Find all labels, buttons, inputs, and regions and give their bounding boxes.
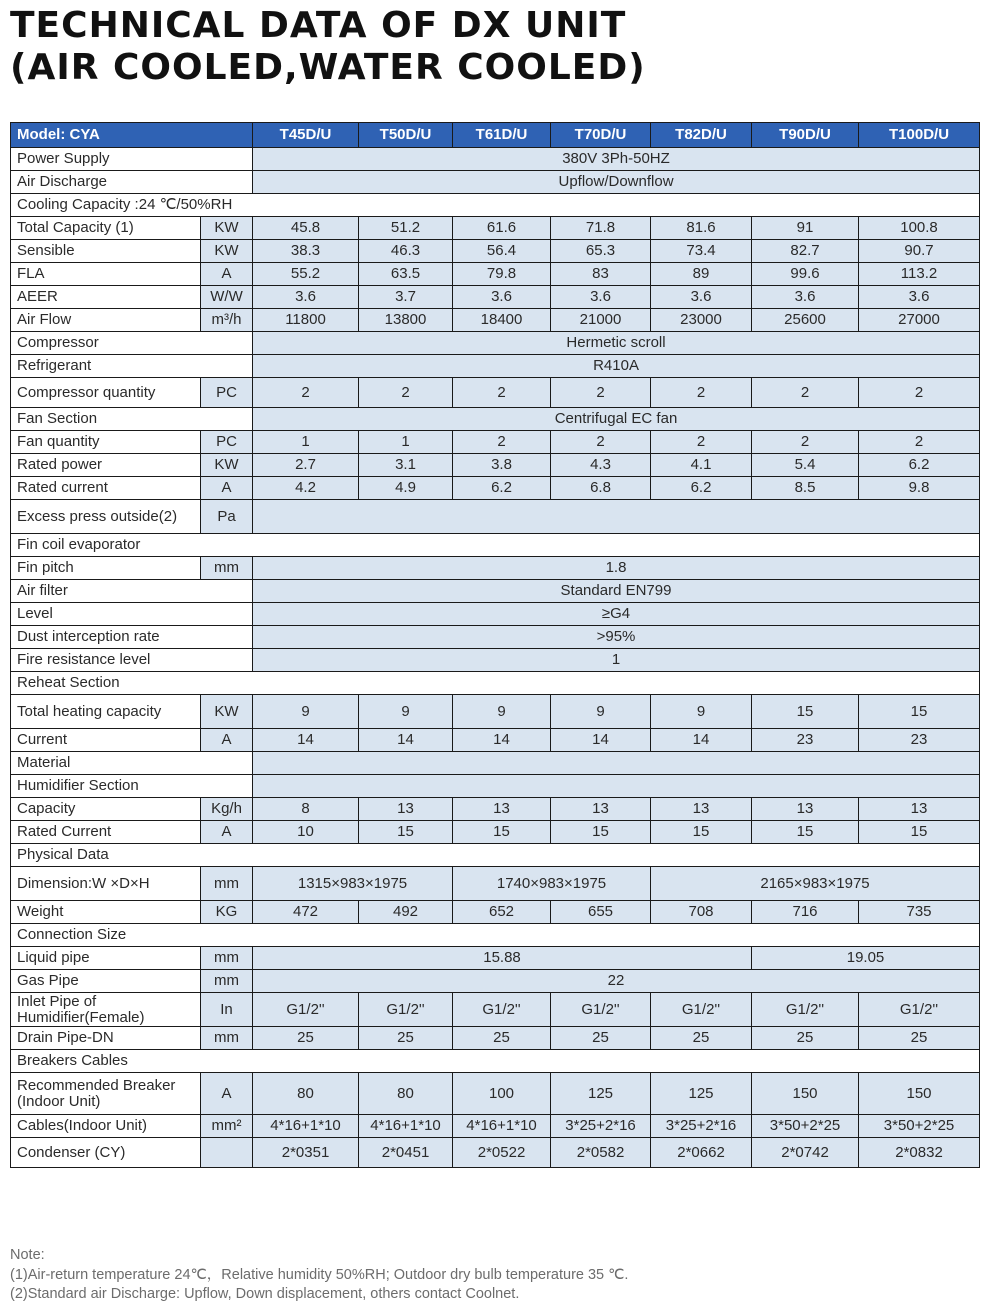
value-cell: 80 — [253, 1073, 359, 1115]
value-cell — [253, 775, 980, 798]
value-cell: 3.6 — [453, 286, 551, 309]
row-label: Total Capacity (1) — [11, 217, 201, 240]
value-cell: G1/2'' — [551, 993, 651, 1027]
value-cell: 4*16+1*10 — [359, 1115, 453, 1138]
value-cell: 15 — [453, 821, 551, 844]
row-label: Capacity — [11, 798, 201, 821]
section-label: Cooling Capacity :24 ℃/50%RH — [11, 194, 980, 217]
unit-cell: KW — [201, 454, 253, 477]
value-cell: 25600 — [752, 309, 859, 332]
value-cell: 9 — [253, 695, 359, 729]
value-cell: 25 — [359, 1027, 453, 1050]
section-label: Connection Size — [11, 924, 980, 947]
unit-cell — [201, 1138, 253, 1168]
value-cell: 4.1 — [651, 454, 752, 477]
value-cell: 13 — [551, 798, 651, 821]
row-label: Compressor quantity — [11, 378, 201, 408]
value-cell: Upflow/Downflow — [253, 171, 980, 194]
value-cell: 71.8 — [551, 217, 651, 240]
row-label: Gas Pipe — [11, 970, 201, 993]
section-label: Reheat Section — [11, 672, 980, 695]
row-label: Recommended Breaker (Indoor Unit) — [11, 1073, 201, 1115]
value-cell: 2 — [453, 431, 551, 454]
value-cell: 2*0522 — [453, 1138, 551, 1168]
value-cell: 2 — [752, 431, 859, 454]
value-cell: ≥G4 — [253, 603, 980, 626]
value-cell: 6.8 — [551, 477, 651, 500]
table-row — [11, 970, 980, 993]
value-cell: 3.7 — [359, 286, 453, 309]
notes-heading: Note: — [10, 1247, 45, 1263]
row-label: Rated power — [11, 454, 201, 477]
value-cell: 3.6 — [752, 286, 859, 309]
value-cell: G1/2'' — [752, 993, 859, 1027]
value-cell: 6.2 — [859, 454, 980, 477]
unit-cell: mm — [201, 947, 253, 970]
table-row — [11, 534, 980, 557]
unit-cell: Pa — [201, 500, 253, 534]
table-row — [11, 901, 980, 924]
value-cell: 4*16+1*10 — [453, 1115, 551, 1138]
table-row — [11, 649, 980, 672]
table-row — [11, 1073, 980, 1115]
value-cell: 14 — [651, 729, 752, 752]
value-cell: 55.2 — [253, 263, 359, 286]
value-cell: 1 — [253, 649, 980, 672]
row-label: Fan Section — [11, 408, 253, 431]
value-cell: 3*50+2*25 — [752, 1115, 859, 1138]
value-cell: 56.4 — [453, 240, 551, 263]
value-cell: 100.8 — [859, 217, 980, 240]
row-label: Power Supply — [11, 148, 253, 171]
model-column-header: T82D/U — [651, 123, 752, 148]
row-label: Level — [11, 603, 253, 626]
table-row — [11, 309, 980, 332]
value-cell: 65.3 — [551, 240, 651, 263]
value-cell: 6.2 — [651, 477, 752, 500]
value-cell: 3.6 — [551, 286, 651, 309]
table-row — [11, 332, 980, 355]
value-cell: 15 — [651, 821, 752, 844]
model-column-header: T45D/U — [253, 123, 359, 148]
value-cell: 2 — [551, 431, 651, 454]
table-row — [11, 217, 980, 240]
table-row — [11, 171, 980, 194]
row-label: Dimension:W ×D×H — [11, 867, 201, 901]
value-cell: G1/2'' — [859, 993, 980, 1027]
unit-cell: mm — [201, 970, 253, 993]
table-row — [11, 752, 980, 775]
table-row — [11, 695, 980, 729]
unit-cell: KG — [201, 901, 253, 924]
unit-cell: A — [201, 477, 253, 500]
value-cell: >95% — [253, 626, 980, 649]
row-label: Total heating capacity — [11, 695, 201, 729]
table-row — [11, 286, 980, 309]
section-label: Fin coil evaporator — [11, 534, 980, 557]
row-label: Fin pitch — [11, 557, 201, 580]
table-row — [11, 844, 980, 867]
value-cell: 735 — [859, 901, 980, 924]
value-cell: 14 — [359, 729, 453, 752]
value-cell: 90.7 — [859, 240, 980, 263]
value-cell: 2.7 — [253, 454, 359, 477]
value-cell — [253, 752, 980, 775]
table-row — [11, 775, 980, 798]
value-cell: 61.6 — [453, 217, 551, 240]
value-cell: 46.3 — [359, 240, 453, 263]
row-label: Rated Current — [11, 821, 201, 844]
value-cell: 15.88 — [253, 947, 752, 970]
value-cell: 2165×983×1975 — [651, 867, 980, 901]
value-cell: 9 — [651, 695, 752, 729]
value-cell: 73.4 — [651, 240, 752, 263]
value-cell: 2*0351 — [253, 1138, 359, 1168]
value-cell: 2 — [752, 378, 859, 408]
table-row — [11, 378, 980, 408]
unit-cell: In — [201, 993, 253, 1027]
value-cell: 13 — [651, 798, 752, 821]
table-row — [11, 148, 980, 171]
value-cell: 2 — [859, 431, 980, 454]
value-cell: 8 — [253, 798, 359, 821]
value-cell: 3*25+2*16 — [551, 1115, 651, 1138]
unit-cell: W/W — [201, 286, 253, 309]
unit-cell: mm² — [201, 1115, 253, 1138]
value-cell: 8.5 — [752, 477, 859, 500]
value-cell: 2*0832 — [859, 1138, 980, 1168]
value-cell: 2 — [453, 378, 551, 408]
technical-data-table — [10, 122, 980, 1168]
row-label: Fan quantity — [11, 431, 201, 454]
notes — [10, 1246, 628, 1305]
value-cell: 150 — [752, 1073, 859, 1115]
unit-cell: KW — [201, 240, 253, 263]
value-cell: 25 — [859, 1027, 980, 1050]
row-label: Condenser (CY) — [11, 1138, 201, 1168]
table-row — [11, 477, 980, 500]
unit-cell: KW — [201, 695, 253, 729]
value-cell: 82.7 — [752, 240, 859, 263]
value-cell: 1.8 — [253, 557, 980, 580]
value-cell — [253, 500, 980, 534]
value-cell: R410A — [253, 355, 980, 378]
table-row — [11, 603, 980, 626]
value-cell: Standard EN799 — [253, 580, 980, 603]
table-row — [11, 1050, 980, 1073]
value-cell: 14 — [253, 729, 359, 752]
value-cell: 14 — [453, 729, 551, 752]
value-cell: 150 — [859, 1073, 980, 1115]
table-row — [11, 454, 980, 477]
value-cell: 25 — [453, 1027, 551, 1050]
row-label: Compressor — [11, 332, 253, 355]
unit-cell: A — [201, 263, 253, 286]
row-label: Sensible — [11, 240, 201, 263]
note-line-2: (2)Standard air Discharge: Upflow, Down displacement, others contact Coolnet. — [10, 1286, 520, 1302]
row-label: Air filter — [11, 580, 253, 603]
unit-cell: PC — [201, 431, 253, 454]
value-cell: 652 — [453, 901, 551, 924]
value-cell: 23 — [752, 729, 859, 752]
row-label: Inlet Pipe of Humidifier(Female) — [11, 993, 201, 1027]
value-cell: 15 — [551, 821, 651, 844]
value-cell: 2 — [551, 378, 651, 408]
value-cell: 5.4 — [752, 454, 859, 477]
value-cell: 708 — [651, 901, 752, 924]
table-row — [11, 1138, 980, 1168]
value-cell: 9 — [453, 695, 551, 729]
value-cell: 13 — [359, 798, 453, 821]
model-column-header: T61D/U — [453, 123, 551, 148]
value-cell: 25 — [752, 1027, 859, 1050]
table-row — [11, 500, 980, 534]
unit-cell: A — [201, 729, 253, 752]
unit-cell: KW — [201, 217, 253, 240]
row-label: Humidifier Section — [11, 775, 253, 798]
table-row — [11, 947, 980, 970]
table-row — [11, 355, 980, 378]
value-cell: 1 — [253, 431, 359, 454]
value-cell: 83 — [551, 263, 651, 286]
table-header-row — [11, 123, 980, 148]
value-cell: 63.5 — [359, 263, 453, 286]
row-label: FLA — [11, 263, 201, 286]
table-row — [11, 626, 980, 649]
value-cell: 2 — [651, 378, 752, 408]
value-cell: 100 — [453, 1073, 551, 1115]
value-cell: 89 — [651, 263, 752, 286]
table-row — [11, 263, 980, 286]
table-row — [11, 431, 980, 454]
value-cell: 113.2 — [859, 263, 980, 286]
row-label: Material — [11, 752, 253, 775]
value-cell: Hermetic scroll — [253, 332, 980, 355]
value-cell: 14 — [551, 729, 651, 752]
value-cell: 2 — [651, 431, 752, 454]
table-row — [11, 867, 980, 901]
value-cell: 91 — [752, 217, 859, 240]
table-row — [11, 798, 980, 821]
row-label: Refrigerant — [11, 355, 253, 378]
value-cell: 10 — [253, 821, 359, 844]
value-cell: 4.9 — [359, 477, 453, 500]
value-cell: 2 — [359, 378, 453, 408]
value-cell: 80 — [359, 1073, 453, 1115]
value-cell: 13 — [752, 798, 859, 821]
value-cell: 125 — [651, 1073, 752, 1115]
row-label: Cables(Indoor Unit) — [11, 1115, 201, 1138]
table-row — [11, 1115, 980, 1138]
value-cell: 125 — [551, 1073, 651, 1115]
row-label: AEER — [11, 286, 201, 309]
row-label: Air Discharge — [11, 171, 253, 194]
section-label: Physical Data — [11, 844, 980, 867]
model-column-header: T100D/U — [859, 123, 980, 148]
value-cell: 3*50+2*25 — [859, 1115, 980, 1138]
page-title-line-1: TECHNICAL DATA OF DX UNIT — [10, 5, 627, 46]
value-cell: 9 — [359, 695, 453, 729]
note-line-1: (1)Air-return temperature 24℃，Relative humidity 50%RH; Outdoor dry bulb temperature 35 ℃. — [10, 1266, 629, 1283]
value-cell: 15 — [859, 695, 980, 729]
value-cell: 3.6 — [651, 286, 752, 309]
unit-cell: mm — [201, 557, 253, 580]
table-row — [11, 580, 980, 603]
model-header-cell: Model: CYA — [11, 123, 253, 148]
value-cell: 11800 — [253, 309, 359, 332]
value-cell: 3.1 — [359, 454, 453, 477]
value-cell: 15 — [359, 821, 453, 844]
model-column-header: T90D/U — [752, 123, 859, 148]
value-cell: 15 — [859, 821, 980, 844]
row-label: Excess press outside(2) — [11, 500, 201, 534]
value-cell: 19.05 — [752, 947, 980, 970]
model-column-header: T70D/U — [551, 123, 651, 148]
table-row — [11, 408, 980, 431]
value-cell: 51.2 — [359, 217, 453, 240]
page-title-line-2: (AIR COOLED,WATER COOLED) — [10, 47, 646, 88]
value-cell: Centrifugal EC fan — [253, 408, 980, 431]
value-cell: 4*16+1*10 — [253, 1115, 359, 1138]
value-cell: 716 — [752, 901, 859, 924]
table-row — [11, 729, 980, 752]
value-cell: 2 — [253, 378, 359, 408]
value-cell: 9 — [551, 695, 651, 729]
unit-cell: m³/h — [201, 309, 253, 332]
value-cell: 4.2 — [253, 477, 359, 500]
value-cell: 2*0662 — [651, 1138, 752, 1168]
value-cell: 380V 3Ph-50HZ — [253, 148, 980, 171]
unit-cell: mm — [201, 867, 253, 901]
section-label: Breakers Cables — [11, 1050, 980, 1073]
value-cell: 81.6 — [651, 217, 752, 240]
row-label: Weight — [11, 901, 201, 924]
table-row — [11, 924, 980, 947]
value-cell: 13 — [859, 798, 980, 821]
value-cell: 23000 — [651, 309, 752, 332]
value-cell: 1 — [359, 431, 453, 454]
value-cell: 99.6 — [752, 263, 859, 286]
value-cell: 22 — [253, 970, 980, 993]
unit-cell: mm — [201, 1027, 253, 1050]
row-label: Liquid pipe — [11, 947, 201, 970]
value-cell: G1/2'' — [359, 993, 453, 1027]
model-column-header: T50D/U — [359, 123, 453, 148]
value-cell: 3.8 — [453, 454, 551, 477]
table-row — [11, 557, 980, 580]
row-label: Drain Pipe-DN — [11, 1027, 201, 1050]
value-cell: 79.8 — [453, 263, 551, 286]
value-cell: 2*0742 — [752, 1138, 859, 1168]
value-cell: 1740×983×1975 — [453, 867, 651, 901]
value-cell: 13 — [453, 798, 551, 821]
table-row — [11, 240, 980, 263]
value-cell: 25 — [551, 1027, 651, 1050]
value-cell: 3.6 — [859, 286, 980, 309]
unit-cell: PC — [201, 378, 253, 408]
value-cell: 23 — [859, 729, 980, 752]
unit-cell: A — [201, 821, 253, 844]
value-cell: 3.6 — [253, 286, 359, 309]
value-cell: 9.8 — [859, 477, 980, 500]
table-row — [11, 672, 980, 695]
value-cell: 15 — [752, 695, 859, 729]
value-cell: 1315×983×1975 — [253, 867, 453, 901]
table-row — [11, 821, 980, 844]
value-cell: 15 — [752, 821, 859, 844]
row-label: Fire resistance level — [11, 649, 253, 672]
value-cell: G1/2'' — [253, 993, 359, 1027]
value-cell: 2*0582 — [551, 1138, 651, 1168]
value-cell: 13800 — [359, 309, 453, 332]
value-cell: 2 — [859, 378, 980, 408]
value-cell: 21000 — [551, 309, 651, 332]
table-row — [11, 993, 980, 1027]
table-body — [11, 148, 980, 1168]
unit-cell: Kg/h — [201, 798, 253, 821]
value-cell: G1/2'' — [453, 993, 551, 1027]
unit-cell: A — [201, 1073, 253, 1115]
value-cell: 6.2 — [453, 477, 551, 500]
value-cell: 25 — [651, 1027, 752, 1050]
value-cell: G1/2'' — [651, 993, 752, 1027]
value-cell: 2*0451 — [359, 1138, 453, 1168]
value-cell: 3*25+2*16 — [651, 1115, 752, 1138]
value-cell: 492 — [359, 901, 453, 924]
value-cell: 45.8 — [253, 217, 359, 240]
value-cell: 38.3 — [253, 240, 359, 263]
table-row — [11, 194, 980, 217]
value-cell: 27000 — [859, 309, 980, 332]
value-cell: 25 — [253, 1027, 359, 1050]
value-cell: 4.3 — [551, 454, 651, 477]
table-row — [11, 1027, 980, 1050]
row-label: Rated current — [11, 477, 201, 500]
value-cell: 18400 — [453, 309, 551, 332]
value-cell: 472 — [253, 901, 359, 924]
value-cell: 655 — [551, 901, 651, 924]
row-label: Dust interception rate — [11, 626, 253, 649]
row-label: Current — [11, 729, 201, 752]
row-label: Air Flow — [11, 309, 201, 332]
